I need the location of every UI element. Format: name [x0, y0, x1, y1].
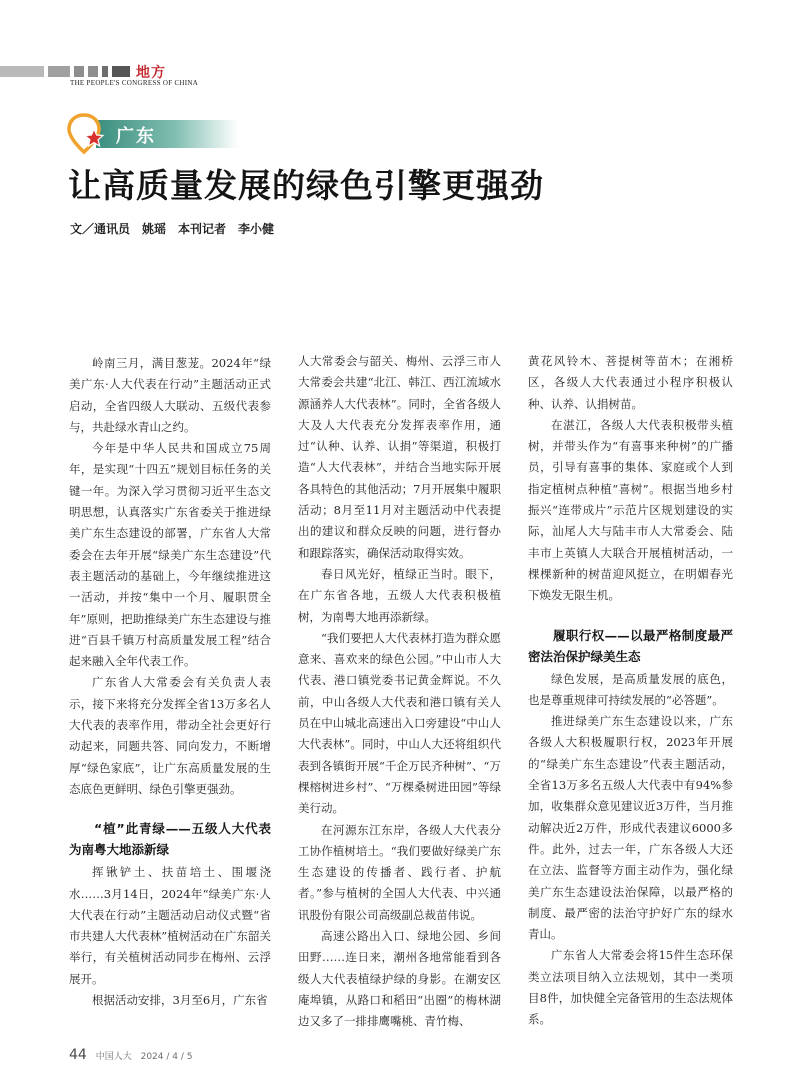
paragraph: “我们要把人大代表林打造为群众愿意来、喜欢来的绿色公园。”中山市人大代表、港口镇党委书记黄金辉说。不久前，中山各级人大代表和港口镇有关人员在中山城北高速出入口旁建设“中山人大代表林”。同时，中山人大还将组织代表到各镇街开展“千企万民齐种树”、“万棵榕树进乡村”、“万棵桑树进田园”等绿美行动。: [298, 630, 501, 816]
section-decor-bars: [0, 66, 130, 77]
paragraph: 推进绿美广东生态建设以来，广东各级人大积极履职行权，2023年开展的“绿美广东生态建设”代表主题活动，全省13万多名五级人大代表中有94%参加，收集群众意见建议近3万件，当月推动解决近2万件，形成代表建议6000多件。此外，过去一年，广东各级人大还在立法、监督等方面主动作为，强化绿美广东生态建设法治保障，以最严格的制度、最严密的法治守护好广东的绿水青山。: [528, 714, 733, 942]
paragraph: 在河源东江东岸，各级人大代表分工协作植树培土。“我们要做好绿美广东生态建设的传播者、践行者、护航者。”参与植树的全国人大代表、中兴通讯股份有限公司高级副总裁苗伟说。: [298, 822, 501, 922]
paragraph: 广东省人大常委会有关负责人表示，接下来将充分发挥全省13万多名人大代表的表率作用，带动全社会更好行动起来，同题共答、同向发力，不断增厚“绿色家底”，让广东高质量发展的生态底色更鲜明、绿色引擎更强劲。: [69, 675, 271, 796]
region-label: 广东: [116, 126, 156, 147]
magazine-name: 中国人大: [95, 1052, 132, 1062]
paragraph: 今年是中华人民共和国成立75周年，是实现“十四五”规划目标任务的关键一年。为深入学习贯彻习近平生态文明思想，认真落实广东省委关于推进绿美广东生态建设的部署，广东省人大常委会在去年开展“绿美广东生态建设”代表主题活动的基础上，今年继续推进这一活动，并按“集中一个月、履职贯全年”原则，把助推绿美广东生态建设与推进“百县千镇万村高质量发展工程”结合起来融入全年代表工作。: [69, 441, 271, 669]
paragraph: 岭南三月，满目葱茏。2024年“绿美广东·人大代表在行动”主题活动正式启动，全省四级人大联动、五级代表参与，共赴绿水青山之约。: [69, 356, 271, 434]
section-label: 地方: [136, 65, 166, 81]
paragraph: 春日风光好，植绿正当时。眼下，在广东省各地，五级人大代表积极植树，为南粤大地再添新绿。: [298, 566, 501, 624]
paragraph: 挥锹铲土、扶苗培土、围堰浇水……3月14日，2024年“绿美广东·人大代表在行动”主题活动启动仪式暨“省市共建人大代表林”植树活动在广东韶关举行，有关植树活动同步在梅州、云浮展开。: [69, 865, 271, 986]
article-byline: 文／通讯员 姚瑶 本刊记者 李小健: [70, 222, 275, 236]
article-column-2: [298, 351, 501, 1033]
article-column-3: [528, 351, 733, 1031]
subheading: “植”此青绿——五级人大代表为南粤大地添新绿: [69, 821, 271, 858]
paragraph: 人大常委会与韶关、梅州、云浮三市人大常委会共建“北江、韩江、西江流域水源涵养人大代表林”。同时，全省各级人大及人大代表充分发挥表率作用，通过“认种、认养、认捐”等渠道，积极打造“人大代表林”，并结合当地实际开展各具特色的其他活动；7月开展集中履职活动；8月至11月对主题活动中代表提出的建议和群众反映的问题，进行督办和跟踪落实，确保活动取得实效。: [298, 354, 501, 560]
paragraph: 黄花风铃木、菩提树等苗木；在湘桥区，各级人大代表通过小程序积极认种、认养、认捐树苗。: [528, 354, 733, 411]
paragraph: 绿色发展，是高质量发展的底色，也是尊重规律可持续发展的“必答题”。: [528, 671, 733, 707]
paragraph: 在湛江，各级人大代表积极带头植树，并带头作为“有喜事来种树”的广播员，引导有喜事的集体、家庭或个人到指定植树点种植“喜树”。根据当地乡村振兴“连带成片”示范片区规划建设的实际，汕尾人大与陆丰市人大常委会、陆丰市上英镇人大联合开展植树活动，一棵棵新种的树苗迎风挺立，在明媚春光下焕发无限生机。: [528, 417, 733, 603]
paragraph: 根据活动安排，3月至6月，广东省: [92, 993, 268, 1008]
magazine-subtitle: THE PEOPLE'S CONGRESS OF CHINA: [70, 79, 199, 87]
article-column-1: [69, 353, 271, 1011]
issue-date: 2024 / 4 / 5: [140, 1052, 193, 1062]
subheading: 履职行权——以最严格制度最严密法治保护绿美生态: [528, 627, 733, 664]
page-number: 44: [69, 1047, 87, 1063]
paragraph: 广东省人大常委会将15件生态环保类立法项目纳入立法规划，其中一类项目8件，加快健全完备管用的生态法规体系。: [528, 948, 733, 1027]
page-footer: [69, 1047, 192, 1063]
region-tag: [66, 112, 246, 152]
map-pin-star-icon: [66, 112, 110, 156]
article-title: 让高质量发展的绿色引擎更强劲: [68, 166, 544, 205]
paragraph: 高速公路出入口、绿地公园、乡间田野……连日来，潮州各地常能看到各级人大代表植绿护绿的身影。在潮安区庵埠镇，从路口和稻田“出圈”的梅林湖边又多了一排排鹰嘴桃、青竹梅、: [298, 929, 501, 1029]
